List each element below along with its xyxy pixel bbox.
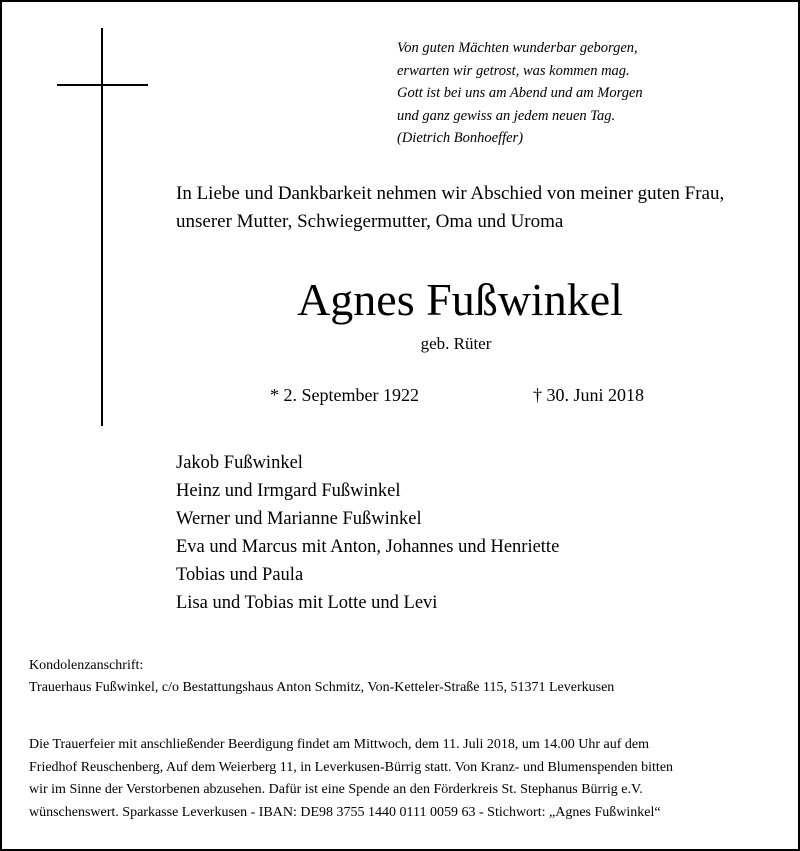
service-line: wünschenswert. Sparkasse Leverkusen - IBAN: DE98 3755 1440 0111 0059 63 - Stichwort: „Agnes Fußwinkel“ [29, 804, 661, 820]
quote-line: und ganz gewiss an jedem neuen Tag. [397, 107, 616, 124]
intro-line: unserer Mutter, Schwiegermutter, Oma und Uroma [176, 211, 564, 232]
mourner-entry: Lisa und Tobias mit Lotte und Levi [176, 593, 438, 613]
condolence-address-line: Trauerhaus Fußwinkel, c/o Bestattungshaus Anton Schmitz, Von-Ketteler-Straße 115, 51371 Leverkusen [29, 680, 615, 695]
quote-line: erwarten wir getrost, was kommen mag. [397, 62, 630, 79]
death-date: † 30. Juni 2018 [533, 385, 645, 405]
deceased-name: Agnes Fußwinkel [297, 274, 623, 325]
mourner-entry: Heinz und Irmgard Fußwinkel [176, 481, 401, 501]
mourner-entry: Jakob Fußwinkel [176, 453, 303, 473]
farewell-intro [176, 180, 776, 236]
birth-date: * 2. September 1922 [270, 385, 419, 405]
mourner-entry: Tobias und Paula [176, 565, 304, 585]
quote-line: Gott ist bei uns am Abend und am Morgen [397, 85, 643, 101]
intro-line: In Liebe und Dankbarkeit nehmen wir Abschied von meiner guten Frau, [176, 183, 725, 204]
quote-attribution: (Dietrich Bonhoeffer) [397, 130, 524, 146]
cross-vertical-bar [101, 28, 103, 426]
quote-line: Von guten Mächten wunderbar geborgen, [397, 40, 638, 56]
cross-horizontal-bar [57, 84, 148, 86]
service-line: Friedhof Reuschenberg, Auf dem Weierberg 11, in Leverkusen-Bürrig statt. Von Kranz- und Blumenspenden bitten [29, 759, 674, 775]
mourner-entry: Werner und Marianne Fußwinkel [176, 509, 422, 529]
bonhoeffer-quote [397, 37, 787, 150]
condolence-address [29, 655, 779, 699]
condolence-label: Kondolenzanschrift: [29, 658, 144, 673]
funeral-service-info [29, 734, 779, 824]
mourners-list [176, 449, 776, 617]
service-line: wir im Sinne der Verstorbenen abzusehen. Dafür ist eine Spende an den Förderkreis St. Stephanus Bürrig e.V. [29, 782, 643, 797]
mourner-entry: Eva und Marcus mit Anton, Johannes und Henriette [176, 537, 560, 557]
service-line: Die Trauerfeier mit anschließender Beerdigung findet am Mittwoch, dem 11. Juli 2018, um 14.00 Uhr auf dem [29, 737, 650, 752]
birth-name: geb. Rüter [420, 334, 492, 353]
